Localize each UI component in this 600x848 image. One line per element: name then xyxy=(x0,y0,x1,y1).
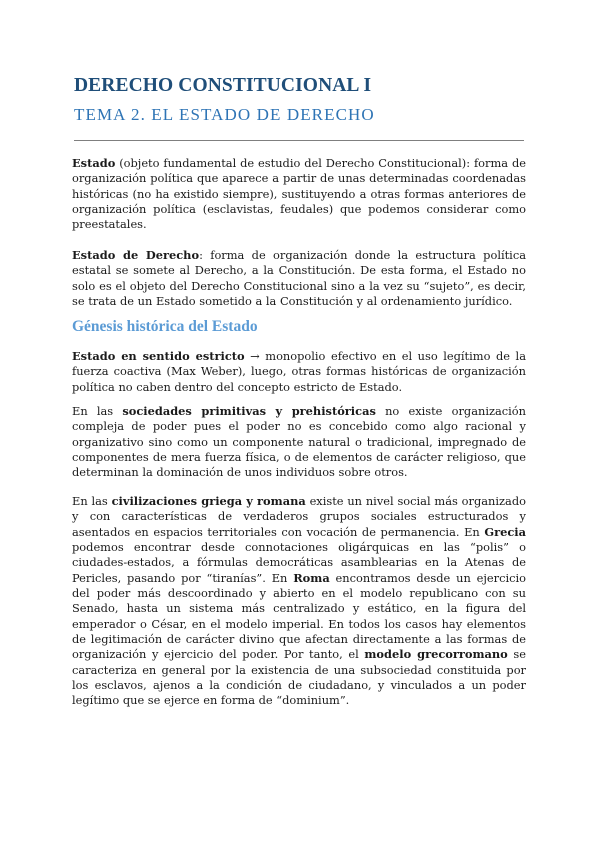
paragraph-text: (objeto fundamental de estudio del Derecho Constitucional): forma de organización política que aparece a partir de unas determinadas coordenadas históricas (no ha existido siempre), sustituyendo a otras formas anteriores de organización política (esclavistas, feudales) que podemos considerar como preestatales. xyxy=(72,156,526,232)
term-sentido-estricto: Estado en sentido estricto xyxy=(72,349,245,363)
paragraph-civilizaciones xyxy=(72,494,526,709)
paragraph-text: encontramos desde un ejercicio del poder más descoordinado y abierto en el modelo republicano con su Senado, hasta un sistema más centralizado y estático, en la figura del emperador o César, en el modelo imperial. En todos los casos hay elementos de legitimación de carácter divino que afectan directamente a las formas de organización y ejercicio del poder. Por tanto, el xyxy=(72,570,526,662)
term-modelo-grecorromano: modelo grecorromano xyxy=(364,647,508,662)
paragraph-text: podemos encontrar desde connotaciones oligárquicas en las “polis” o ciudades-estados, a fórmulas democráticas asamblearias en la Atenas de Pericles, pasando por “tiranías”. En xyxy=(72,540,526,585)
term-estado-de-derecho: Estado de Derecho xyxy=(72,248,200,262)
term-roma: Roma xyxy=(293,570,330,585)
term-sociedades-primitivas: sociedades primitivas y prehistóricas xyxy=(122,404,376,418)
paragraph-text: : forma de organización donde la estructura política estatal se somete al Derecho, a la Constitución. De esta forma, el Estado no solo es el objeto del Derecho Constitucional sino a la vez su “sujeto”, es decir, se trata de un Estado sometido a la Constitución y al ordenamiento jurídico. xyxy=(72,248,526,309)
document-title: DERECHO CONSTITUCIONAL I xyxy=(74,75,372,96)
document-subtitle: TEMA 2. EL ESTADO DE DERECHO xyxy=(74,105,375,124)
term-estado: Estado xyxy=(72,156,116,170)
paragraph-text: En las xyxy=(72,494,112,508)
paragraph-sociedades-primitivas xyxy=(72,404,526,481)
paragraph-text: no existe organización compleja de poder pues el poder no es concebido como algo racional y organizativo sino como un componente natural o tradicional, impregnado de componentes de mera fuerza física, o de elementos de carácter religioso, que determinan la dominación de unos individuos sobre otros. xyxy=(72,404,526,480)
paragraph-estado-de-derecho xyxy=(72,248,526,309)
paragraph-text: existe un nivel social más organizado y con características de verdaderos grupos sociales estructurados y asentados en espacios territoriales con vocación de permanencia. En xyxy=(72,494,526,539)
title-divider xyxy=(74,140,524,141)
paragraph-estado xyxy=(72,156,526,233)
paragraph-text: → monopolio efectivo en el uso legítimo de la fuerza coactiva (Max Weber), luego, otras formas históricas de organización política no caben dentro del concepto estricto de Estado. xyxy=(72,349,526,394)
section-heading-genesis: Génesis histórica del Estado xyxy=(72,318,258,335)
paragraph-sentido-estricto xyxy=(72,349,526,395)
term-civilizaciones: civilizaciones griega y romana xyxy=(111,494,306,508)
paragraph-text: se caracteriza en general por la existencia de una subsociedad constituida por los esclavos, ajenos a la condición de ciudadano, y vinculados a un poder legítimo que se ejerce en forma de “dominium”. xyxy=(72,647,526,708)
paragraph-text: En las xyxy=(72,404,123,418)
term-grecia: Grecia xyxy=(484,524,526,539)
